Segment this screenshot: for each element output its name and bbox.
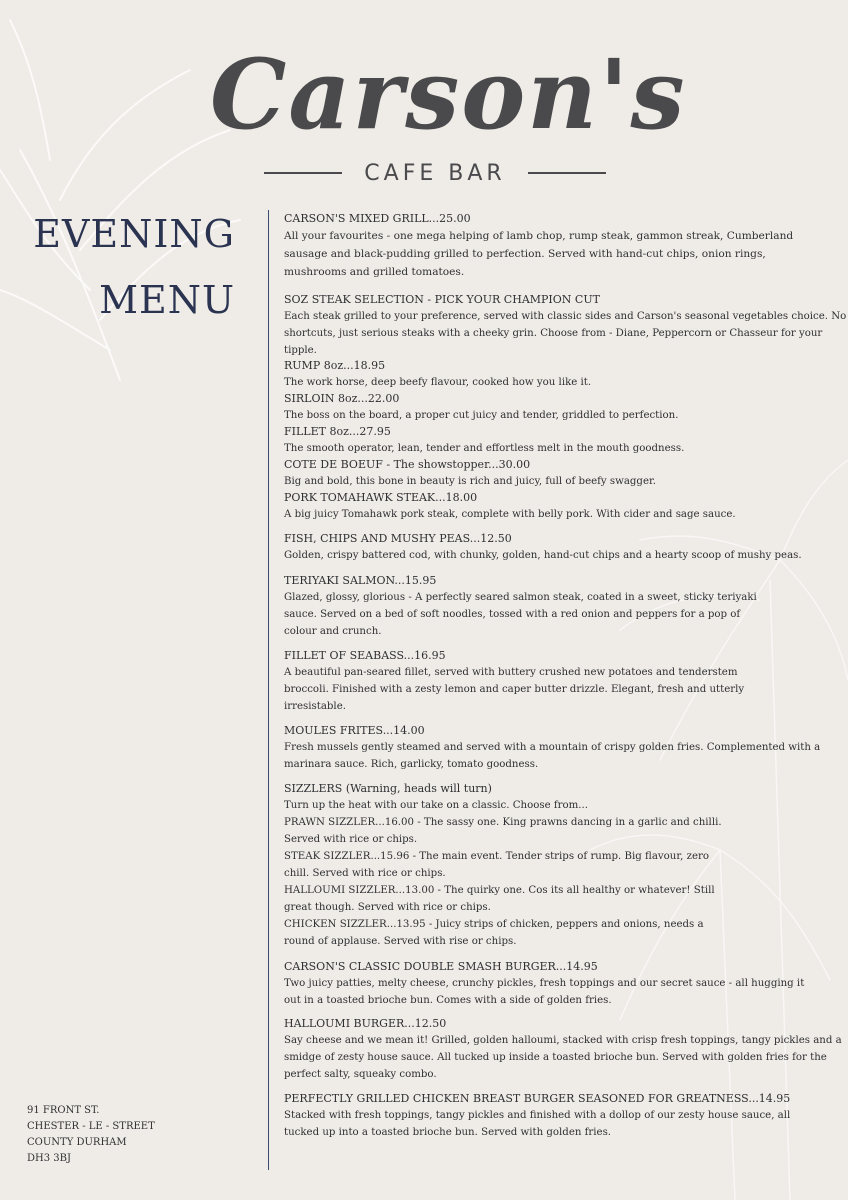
- menu-item-sirloin: [284, 390, 804, 424]
- item-name: SOZ STEAK SELECTION - PICK YOUR CHAMPION CUT: [284, 293, 600, 306]
- menu-item-fish-chips: [284, 530, 804, 564]
- item-description: The work horse, deep beefy flavour, cooked how you like it.: [284, 377, 592, 388]
- item-description: mushrooms and grilled tomatoes.: [284, 266, 465, 278]
- address-line: DH3 3BJ: [27, 1153, 71, 1164]
- item-description: marinara sauce. Rich, garlicky, tomato goodness.: [284, 759, 539, 770]
- item-description: Two juicy patties, melty cheese, crunchy pickles, fresh toppings and our secret sauce - all hugging it: [284, 978, 805, 989]
- item-name: FISH, CHIPS AND MUSHY PEAS...12.50: [284, 532, 512, 545]
- item-description: chill. Served with rice or chips.: [284, 868, 446, 879]
- item-description: tipple.: [284, 345, 317, 356]
- menu-item-fillet: [284, 423, 804, 457]
- item-description: sausage and black-pudding grilled to perfection. Served with hand-cut chips, onion rings,: [284, 248, 766, 260]
- menu-item-cote-de-boeuf: [284, 456, 804, 490]
- item-description: PRAWN SIZZLER...16.00 - The sassy one. King prawns dancing in a garlic and chilli.: [284, 817, 722, 828]
- item-name: PERFECTLY GRILLED CHICKEN BREAST BURGER SEASONED FOR GREATNESS...14.95: [284, 1092, 791, 1105]
- item-name: FILLET 8oz...27.95: [284, 425, 391, 438]
- logo-subtitle: [210, 158, 660, 188]
- item-name: SIZZLERS (Warning, heads will turn): [284, 782, 492, 795]
- item-description: Stacked with fresh toppings, tangy pickles and finished with a dollop of our zesty house sauce, all: [284, 1110, 791, 1121]
- vertical-divider: [268, 210, 269, 1170]
- address-line: 91 FRONT ST.: [27, 1105, 100, 1116]
- menu-item-sizzlers: [284, 780, 804, 950]
- item-name: FILLET OF SEABASS...16.95: [284, 649, 446, 662]
- item-description: Turn up the heat with our take on a classic. Choose from...: [284, 800, 588, 811]
- menu-item-smash-burger: [284, 958, 804, 1009]
- item-description: The smooth operator, lean, tender and effortless melt in the mouth goodness.: [284, 443, 685, 454]
- menu-item-rump: [284, 357, 804, 391]
- item-description: tucked up into a toasted brioche bun. Served with golden fries.: [284, 1127, 612, 1138]
- item-description: colour and crunch.: [284, 626, 382, 637]
- item-description: HALLOUMI SIZZLER...13.00 - The quirky one. Cos its all healthy or whatever! Still: [284, 885, 715, 896]
- menu-item-teriyaki-salmon: [284, 572, 804, 640]
- item-description: out in a toasted brioche bun. Comes with a side of golden fries.: [284, 995, 612, 1006]
- item-description: round of applause. Served with rise or chips.: [284, 936, 517, 947]
- item-description: The boss on the board, a proper cut juicy and tender, griddled to perfection.: [284, 410, 679, 421]
- item-description: Glazed, glossy, glorious - A perfectly seared salmon steak, coated in a sweet, sticky teriyaki: [284, 592, 757, 603]
- menu-item-chicken-burger: [284, 1090, 804, 1141]
- item-description: Say cheese and we mean it! Grilled, golden halloumi, stacked with crisp fresh toppings, tangy pickles and a: [284, 1035, 842, 1046]
- item-description: shortcuts, just serious steaks with a cheeky grin. Choose from - Diane, Peppercorn or Chasseur for your: [284, 328, 823, 339]
- item-description: Each steak grilled to your preference, served with classic sides and Carson's seasonal vegetables choice. No: [284, 311, 847, 322]
- item-description: sauce. Served on a bed of soft noodles, tossed with a red onion and peppers for a pop of: [284, 609, 741, 620]
- item-name: CARSON'S CLASSIC DOUBLE SMASH BURGER...14.95: [284, 960, 598, 973]
- item-name: RUMP 8oz...18.95: [284, 359, 386, 372]
- item-description: Served with rice or chips.: [284, 834, 418, 845]
- item-name: HALLOUMI BURGER...12.50: [284, 1017, 447, 1030]
- item-description: broccoli. Finished with a zesty lemon and caper butter drizzle. Elegant, fresh and utterly: [284, 684, 745, 695]
- menu-item-steak-selection: [284, 291, 847, 359]
- item-description: A beautiful pan-seared fillet, served with buttery crushed new potatoes and tenderstem: [284, 667, 738, 678]
- item-description: A big juicy Tomahawk pork steak, complete with belly pork. With cider and sage sauce.: [284, 509, 736, 520]
- address-line: CHESTER - LE - STREET: [27, 1121, 155, 1132]
- menu-item-seabass: [284, 647, 804, 715]
- item-description: All your favourites - one mega helping of lamb chop, rump steak, gammon streak, Cumberland: [284, 230, 794, 242]
- item-description: perfect salty, squeaky combo.: [284, 1069, 437, 1080]
- item-description: Fresh mussels gently steamed and served with a mountain of crispy golden fries. Complemented with a: [284, 742, 821, 753]
- menu-title-line-2: MENU: [99, 278, 235, 322]
- item-name: PORK TOMAHAWK STEAK...18.00: [284, 491, 478, 504]
- item-description: irresistable.: [284, 701, 346, 712]
- brand-logo: [210, 38, 687, 190]
- address-block: [27, 1103, 155, 1167]
- item-name: CARSON'S MIXED GRILL...25.00: [284, 212, 471, 225]
- logo-subtitle-text: CAFE BAR: [364, 160, 506, 186]
- menu-item-mixed-grill: [284, 210, 804, 281]
- menu-item-moules-frites: [284, 722, 821, 773]
- item-description: STEAK SIZZLER...15.96 - The main event. Tender strips of rump. Big flavour, zero: [284, 851, 709, 862]
- logo-rule-left: [264, 172, 342, 174]
- item-description: Big and bold, this bone in beauty is rich and juicy, full of beefy swagger.: [284, 476, 656, 487]
- item-description: CHICKEN SIZZLER...13.95 - Juicy strips of chicken, peppers and onions, needs a: [284, 919, 704, 930]
- menu-item-halloumi-burger: [284, 1015, 842, 1083]
- item-name: COTE DE BOEUF - The showstopper...30.00: [284, 458, 531, 471]
- item-name: TERIYAKI SALMON...15.95: [284, 574, 437, 587]
- logo-wordmark: Carson's: [210, 38, 687, 151]
- item-description: great though. Served with rice or chips.: [284, 902, 491, 913]
- item-description: smidge of zesty house sauce. All tucked up inside a toasted brioche bun. Served with golden fries for the: [284, 1052, 827, 1063]
- menu-item-pork-tomahawk: [284, 489, 804, 523]
- item-name: MOULES FRITES...14.00: [284, 724, 425, 737]
- logo-rule-right: [528, 172, 606, 174]
- address-line: COUNTY DURHAM: [27, 1137, 127, 1148]
- item-description: Golden, crispy battered cod, with chunky, golden, hand-cut chips and a hearty scoop of mushy peas.: [284, 550, 802, 561]
- item-name: SIRLOIN 8oz...22.00: [284, 392, 400, 405]
- menu-title-line-1: EVENING: [33, 212, 235, 256]
